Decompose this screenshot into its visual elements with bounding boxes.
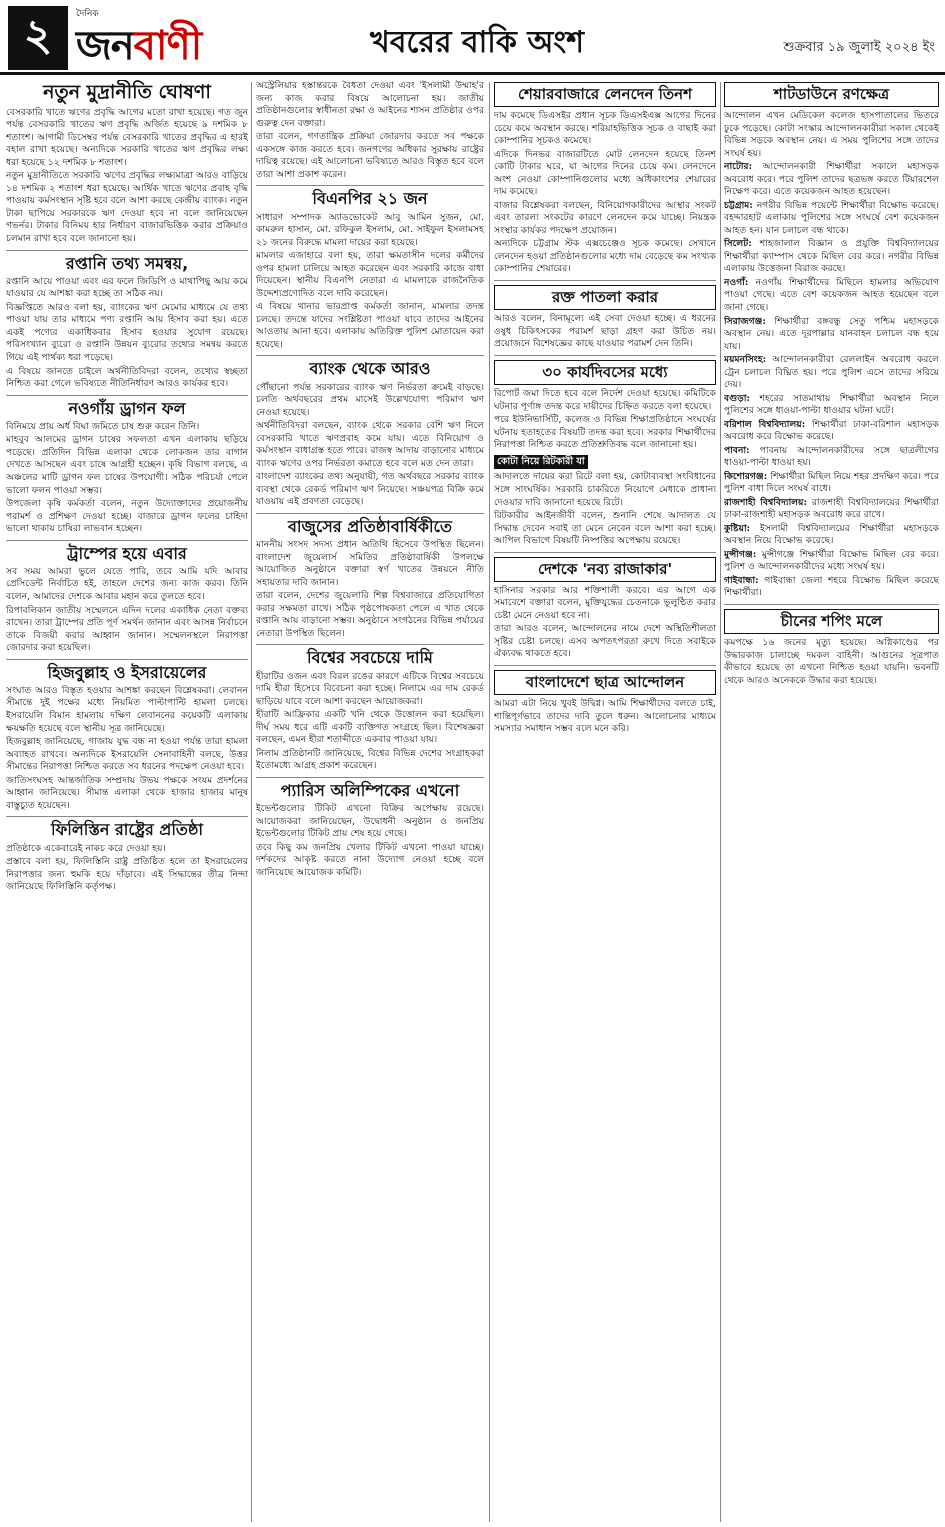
article — [256, 80, 484, 186]
article-body — [256, 803, 484, 879]
article — [6, 664, 248, 818]
region-text: নগরীর বিভিন্ন পয়েন্টে শিক্ষার্থীরা বিক্ষোভ করেছে। বহদ্দারহাট এলাকায় পুলিশের সঙ্গে সংঘর্ষে বেশ কয়েকজন আহত হন। যান চলাচল বন্ধ থাকে। — [724, 199, 939, 236]
paragraph: হিজবুল্লাহ জানিয়েছে, গাজায় যুদ্ধ বন্ধ না হওয়া পর্যন্ত তারা হামলা অব্যাহত রাখবে। অন্যদিকে ইসরায়েলি সেনাবাহিনী বলছে, উত্তর সীমান্তের নিরাপত্তা নিশ্চিত করতে সব ধরনের পদক্ষেপ নেওয়া হবে। — [6, 736, 248, 773]
article-headline: হিজবুল্লাহ ও ইসরায়েলের — [47, 662, 207, 682]
paragraph: প্রতিষ্ঠাকে একেবারেই নাকচ করে দেওয়া হয়। — [6, 842, 166, 854]
region-text: শহরের সাতমাথায় শিক্ষার্থীরা অবস্থান নিলে পুলিশের সঙ্গে ধাওয়া-পাল্টা ধাওয়ার ঘটনা ঘটে। — [724, 392, 939, 417]
article-headline: রপ্তানি তথ্য সমন্বয়, — [65, 253, 189, 273]
paragraph: মামলার এজাহারে বলা হয়, তারা ক্ষমতাসীন দলের কর্মীদের ওপর হামলা চালিয়ে আহত করেছেন এবং সরকারি কাজে বাধা দিয়েছেন। স্থানীয় বিএনপি নেতারা এ মামলাকে রাজনৈতিক উদ্দেশ্যপ্রণোদিত বলে দাবি করেছেন। — [256, 250, 484, 299]
article-body — [494, 110, 716, 276]
region-text: ইসলামী বিশ্ববিদ্যালয়ের শিক্ষার্থীরা মহাসড়কে অবস্থান নিয়ে বিক্ষোভ করেছে। — [724, 522, 939, 547]
region-report — [724, 316, 939, 354]
paper-prefix: দৈনিক — [76, 9, 99, 19]
article-separator — [494, 355, 716, 356]
region-name: মুন্সীগঞ্জ: — [724, 548, 762, 560]
paragraph: তারা বলেন, গণতান্ত্রিক প্রক্রিয়া জোরদার করতে সব পক্ষকে একসঙ্গে কাজ করতে হবে। জনগণের অধিকার সুরক্ষায় রাষ্ট্রের দায়িত্ব রয়েছে। এই আলোচনা ভবিষ্যতে আরও বিস্তৃত হবে বলে তারা আশা প্রকাশ করেন। — [256, 131, 484, 180]
paragraph: হীরাটি আফ্রিকার একটি খনি থেকে উত্তোলন করা হয়েছিল। দীর্ঘ সময় ধরে এটি একটি ব্যক্তিগত সংগ্রহে ছিল। বিশেষজ্ঞরা বলছেন, এমন হীরা শতাব্দীতে একবার পাওয়া যায়। — [256, 709, 484, 746]
masthead-rule — [0, 72, 945, 75]
paragraph: বাংলাদেশ ব্যাংকের তথ্য অনুযায়ী, গত অর্থবছরে সরকার ব্যাংক ব্যবস্থা থেকে রেকর্ড পরিমাণ ঋণ নিয়েছে। সঞ্চয়পত্র বিক্রি কমে যাওয়ায় এই প্রবণতা বেড়েছে। — [256, 471, 484, 508]
region-text: আন্দোলনকারীরা রেললাইন অবরোধ করলে ট্রেন চলাচল বিঘ্নিত হয়। পরে পুলিশ এসে তাদের সরিয়ে দেয়। — [724, 354, 939, 391]
region-report — [724, 575, 939, 600]
article-body — [724, 110, 939, 600]
article-separator — [256, 355, 484, 356]
region-report — [724, 445, 939, 470]
article-body — [724, 637, 939, 687]
article-separator — [6, 540, 248, 541]
paragraph: এ বিষয়ে জানতে চাইলে অর্থনীতিবিদরা বলেন, তথ্যের স্বচ্ছতা নিশ্চিত করা গেলে ভবিষ্যতে নীতিনির্ধারণ আরও কার্যকর হবে। — [6, 365, 248, 390]
article-headline: বাজুসের প্রতিষ্ঠাবার্ষিকীতে — [288, 516, 452, 536]
paragraph: বেসরকারি খাতে ঋণের প্রবৃদ্ধি আগের মতো রাখা হয়েছে। গত জুন পর্যন্ত বেসরকারি খাতের ঋণ প্রবৃদ্ধি অর্জিত হয়েছে ৯ দশমিক ৮ শতাংশ। আগামী ডিসেম্বর পর্যন্ত বেসরকারি খাতের প্রবৃদ্ধির এ হারই বহাল রাখা হয়েছে। অন্যদিকে সরকারি খাতের ঋণ প্রবৃদ্ধির লক্ষ্য ধরা হয়েছে ১২ দশমিক ৮ শতাংশ। — [6, 106, 248, 168]
paragraph: রিটকারীর আইনজীবী বলেন, শুনানি শেষে আদালত যে সিদ্ধান্ত দেবেন সবাই তা মেনে নেবেন বলে আশা করা হচ্ছে। আপিল বিভাগে বিষয়টি নিষ্পত্তির অপেক্ষায় রয়েছে। — [494, 510, 716, 547]
region-text: শিক্ষার্থীরা মিছিল নিয়ে শহর প্রদক্ষিণ করে। পরে পুলিশ বাধা দিলে সংঘর্ষ বাধে। — [724, 470, 939, 495]
article-separator — [256, 185, 484, 186]
column-divider — [720, 82, 721, 1522]
subheading: কোটা নিয়ে রিটকারী যা — [494, 455, 588, 470]
article-headline: বিশ্বের সবচেয়ে দামি — [307, 648, 433, 668]
paragraph: রিপাবলিকান জাতীয় সম্মেলনে এদিন দলের একাধিক নেতা বক্তব্য রাখেন। তারা ট্রাম্পের প্রতি পূর্ণ সমর্থন জানান এবং আসন্ন নির্বাচনে তাকে বিজয়ী করার আহ্বান জানান। সম্মেলনস্থলে নিরাপত্তা জোরদার করা হয়েছিল। — [6, 604, 248, 654]
region-report — [724, 200, 939, 238]
region-text: আন্দোলনকারী শিক্ষার্থীরা সকালে মহাসড়ক অবরোধ করে। পরে পুলিশ তাদের ছত্রভঙ্গ করতে টিয়ারশেল নিক্ষেপ করে। এতে কয়েকজন আহত হয়েছেন। — [724, 161, 939, 198]
region-report — [724, 419, 939, 444]
paragraph: উপজেলা কৃষি কর্মকর্তা বলেন, নতুন উদ্যোক্তাদের প্রয়োজনীয় পরামর্শ ও প্রশিক্ষণ দেওয়া হচ্ছে। বাজারে ড্রাগন ফলের চাহিদা ভালো থাকায় চাষিরা লাভবান হচ্ছেন। — [6, 498, 248, 535]
column-divider — [251, 82, 252, 1522]
region-name: রাজশাহী বিশ্ববিদ্যালয়: — [724, 496, 812, 508]
article-separator — [256, 777, 484, 778]
region-name: নাটোর: — [724, 161, 763, 173]
article-headline: শেয়ারবাজারে লেনদেন তিনশ — [494, 82, 716, 107]
article — [6, 545, 248, 660]
region-report — [724, 393, 939, 418]
region-report — [724, 523, 939, 548]
article-separator — [724, 604, 939, 605]
paragraph: রিপোর্ট জমা দিতে হবে বলে নির্দেশ দেওয়া হয়েছে। কমিটিকে ঘটনার পূর্ণাঙ্গ তদন্ত করে দায়ীদের চিহ্নিত করতে বলা হয়েছে। — [494, 388, 716, 412]
paragraph: আমরা এটা নিয়ে খুবই উদ্বিগ্ন। আমি শিক্ষার্থীদের বলতে চাই, শান্তিপূর্ণভাবে তাদের দাবি তুলে ধরুন। আলোচনার মাধ্যমে সমস্যার সমাধান সম্ভব বলে মনে করি। — [494, 698, 716, 735]
article-body — [6, 685, 248, 812]
article-body — [256, 671, 484, 773]
paragraph: সংঘাত আরও বিস্তৃত হওয়ার আশঙ্কা করছেন বিশ্লেষকরা। লেবানন সীমান্তে দুই পক্ষের মধ্যে নিয়মিত পাল্টাপাল্টি হামলা চলছে। ইসরায়েলি বিমান হামলায় দক্ষিণ লেবাননের কয়েকটি এলাকায় ক্ষয়ক্ষতি হয়েছে বলে স্থানীয় সূত্র জানিয়েছে। — [6, 684, 248, 734]
paragraph: তারা বলেন, দেশের জুয়েলারি শিল্প বিশ্ববাজারে প্রতিযোগিতা করার সক্ষমতা রাখে। সঠিক পৃষ্ঠপোষকতা পেলে এ খাত থেকে রপ্তানি আয় বাড়ানো সম্ভব। অনুষ্ঠানে সংগঠনের বিভিন্ন পর্যায়ের নেতারা উপস্থিত ছিলেন। — [256, 590, 484, 639]
paragraph: আরও বলেন, বিনামূল্যে এই সেবা দেওয়া হচ্ছে। এ ধরনের ওষুধ চিকিৎসকের পরামর্শ ছাড়া গ্রহণ করা উচিত নয়। প্রয়োজনে বিশেষজ্ঞের কাছে যাওয়ার পরামর্শ দেন তিনি। — [494, 313, 716, 350]
region-name: পাবনা: — [724, 444, 760, 456]
article-headline: নতুন মুদ্রানীতি ঘোষণা — [43, 81, 211, 103]
article-headline: নওগাঁয় ড্রাগন ফল — [68, 398, 186, 418]
paragraph: সব সময় আমরা ভুলে যেতে পারি, তবে আমি যদি আবার প্রেসিডেন্ট নির্বাচিত হই, তাহলে দেশের জন্য কাজ করব। তিনি বলেন, আমাদের দেশকে আবার মহান করে তুলতে হবে। — [6, 565, 248, 602]
paragraph: প্রস্তাবে বলা হয়, ফিলিস্তিনি রাষ্ট্র প্রতিষ্ঠিত হলে তা ইসরায়েলের নিরাপত্তার জন্য হুমকি হয়ে দাঁড়াবে। এই সিদ্ধান্তের তীব্র নিন্দা জানিয়েছে ফিলিস্তিনি কর্তৃপক্ষ। — [6, 856, 248, 893]
region-name: গাইবান্ধা: — [724, 574, 765, 586]
article-separator — [6, 659, 248, 660]
article-body — [256, 80, 484, 181]
article-body — [256, 212, 484, 352]
column-3 — [494, 80, 716, 1520]
region-report — [724, 161, 939, 199]
paragraph: নতুন মুদ্রানীতিতে সরকারি ঋণের প্রবৃদ্ধির লক্ষ্যমাত্রা আরও বাড়িয়ে ১৪ দশমিক ২ শতাংশ ধরা হয়েছে। আর্থিক খাতে ঋণের প্রবাহ বৃদ্ধি পাওয়ায় কর্মসংস্থান সৃষ্টি হবে বলে আশা করছে কেন্দ্রীয় ব্যাংক। নতুন টাকা ছাপিয়ে সরকারকে ঋণ দেওয়া হবে না বলে জানিয়েছেন গভর্নর। টাকার বিনিময় হার নির্ধারণ বাজারভিত্তিক করার প্রক্রিয়াও চলমান রাখা হবে বলে জানানো হয়। — [6, 170, 248, 244]
article-separator — [256, 644, 484, 645]
article — [6, 255, 248, 396]
paragraph: আদালতে দায়ের করা রিটে বলা হয়, কোটাব্যবস্থা সংবিধানের সঙ্গে সাংঘর্ষিক। সরকারি চাকরিতে নিয়োগে মেধাকে প্রাধান্য দেওয়ার দাবি জানানো হয়েছে রিটে। — [494, 471, 716, 508]
region-text: মুন্সীগঞ্জে শিক্ষার্থীরা বিক্ষোভ মিছিল বের করে। পুলিশ ও আন্দোলনকারীদের মধ্যে সংঘর্ষ হয়। — [724, 548, 939, 573]
region-name: বরিশাল বিশ্ববিদ্যালয়: — [724, 418, 812, 430]
paragraph: হীরাটির ওজন এবং বিরল রঙের কারণে এটিকে বিশ্বের সবচেয়ে দামি হীরা হিসেবে বিবেচনা করা হচ্ছে। নিলামে এর দাম রেকর্ড ছাড়িয়ে যাবে বলে আশা করছেন আয়োজকরা। — [256, 670, 484, 707]
paragraph: মাহবুব আলমের ড্রাগন চাষের সফলতা এখন এলাকায় ছড়িয়ে পড়েছে। প্রতিদিন বিভিন্ন এলাকা থেকে লোকজন তার বাগান দেখতে আসছেন এবং চাষে আগ্রহী হচ্ছেন। কৃষি বিভাগ বলছে, এ অঞ্চলের মাটি ড্রাগন ফল চাষের উপযোগী। সঠিক পরিচর্যা পেলে ভালো ফলন পাওয়া সম্ভব। — [6, 434, 248, 496]
article-separator — [6, 816, 248, 817]
article — [256, 782, 484, 879]
article-body — [494, 313, 716, 351]
article — [494, 285, 716, 356]
article-body — [256, 539, 484, 640]
region-name: চট্টগ্রাম: — [724, 199, 757, 211]
region-text: শিক্ষার্থীরা বঙ্গবন্ধু সেতু পশ্চিম মহাসড়কে অবস্থান নেয়। এতে দূরপাল্লার যানবাহন চলাচল বন্ধ হয়ে যায়। — [724, 315, 939, 352]
page-date: শুক্রবার ১৯ জুলাই ২০২৪ ইং — [783, 40, 935, 55]
paragraph: অন্যদিকে চট্টগ্রাম স্টক এক্সচেঞ্জেও সূচক কমেছে। সেখানে লেনদেন হওয়া প্রতিষ্ঠানগুলোর মধ্যে দাম বেড়েছে কম সংখ্যক কোম্পানির শেয়ারের। — [494, 238, 716, 275]
article — [724, 609, 939, 687]
article — [6, 82, 248, 251]
region-text: গাইবান্ধা জেলা শহরে বিক্ষোভ মিছিল করেছে শিক্ষার্থীরা। — [724, 574, 939, 599]
region-report — [724, 497, 939, 522]
article-separator — [494, 280, 716, 281]
paragraph: কমপক্ষে ১৬ জনের মৃত্যু হয়েছে। অগ্নিকাণ্ডের পর উদ্ধারকাজ চালাচ্ছে দমকল বাহিনী। আগুনের সূত্রপাত কীভাবে হয়েছে তা এখনো নিশ্চিত হওয়া যায়নি। ভবনটি থেকে আরও অনেককে উদ্ধার করা হয়েছে। — [724, 637, 939, 686]
region-name: নওগাঁ: — [724, 276, 756, 288]
article-separator — [6, 395, 248, 396]
region-report — [724, 238, 939, 276]
article-headline: ট্রাম্পের হয়ে এবার — [67, 543, 187, 563]
article-separator — [256, 513, 484, 514]
paragraph: বিজ্ঞপ্তিতে আরও বলা হয়, ব্যাংকের ঋণ মেমোর মাধ্যমে যে তথ্য পাওয়া যায় তার মাধ্যমে পণ্য রপ্তানি আয় হিসাব করা হয়। এতে একই পণ্যের একাধিকবার হিসাব হওয়ার সুযোগ রয়েছে। পরিসংখ্যান ব্যুরো ও রপ্তানি উন্নয়ন ব্যুরোর তথ্যের সমন্বয় করতে গিয়ে এই পার্থক্য ধরা পড়েছে। — [6, 301, 248, 363]
paragraph: ইভেন্টগুলোর টিকিট এখনো বিক্রির অপেক্ষায় রয়েছে। আয়োজকরা জানিয়েছেন, উদ্বোধনী অনুষ্ঠান ও জনপ্রিয় ইভেন্টগুলোর টিকিট প্রায় শেষ হয়ে গেছে। — [256, 803, 484, 840]
region-report — [724, 471, 939, 496]
article-body — [494, 388, 716, 548]
paragraph: পৌঁছানো পর্যন্ত সরকারের ব্যাংক ঋণ নির্ভরতা ক্রমেই বাড়ছে। চলতি অর্থবছরের প্রথম মাসেই উল্লেখযোগ্য পরিমাণ ঋণ নেওয়া হয়েছে। — [256, 381, 484, 418]
article-headline: প্যারিস অলিম্পিকের এখনো — [280, 780, 460, 800]
article-body — [6, 276, 248, 391]
paragraph: পরে ইউনিভার্সিটি, কলেজ ও বিভিন্ন শিক্ষাপ্রতিষ্ঠানে সংঘর্ষের ঘটনায় হতাহতের বিষয়টি তদন্ত করা হবে। সরকার শিক্ষার্থীদের নিরাপত্তা নিশ্চিত করতে প্রতিশ্রুতিবদ্ধ বলে জানানো হয়। — [494, 414, 716, 451]
article — [256, 190, 484, 356]
region-name: ময়মনসিংহ: — [724, 354, 773, 366]
paragraph: অর্থনীতিবিদরা বলছেন, ব্যাংক থেকে সরকার বেশি ঋণ নিলে বেসরকারি খাতে ঋণপ্রবাহ কমে যায়। এতে বিনিয়োগ ও কর্মসংস্থান বাধাগ্রস্ত হতে পারে। রাজস্ব আদায় বাড়ানোর মাধ্যমে ব্যাংক ঋণের ওপর নির্ভরতা কমাতে হবে বলে মত দেন তারা। — [256, 420, 484, 469]
region-report — [724, 354, 939, 392]
article-headline: বিএনপির ২১ জন — [312, 189, 428, 209]
region-name: কিশোরগঞ্জ: — [724, 470, 771, 482]
paragraph: এদিকে দিনভর বাজারটিতে মোট লেনদেন হয়েছে তিনশ কোটি টাকার ঘরে, যা আগের দিনের চেয়ে কম। লেনদেনে অংশ নেওয়া কোম্পানিগুলোর মধ্যে অধিকাংশের শেয়ারের দাম কমেছে। — [494, 148, 716, 198]
column-4 — [724, 80, 939, 1520]
paragraph: তবে কিছু কম জনপ্রিয় খেলার টিকিট এখনো পাওয়া যাচ্ছে। দর্শকদের আকৃষ্ট করতে নানা উদ্যোগ নেওয়া হচ্ছে বলে জানিয়েছে আয়োজক কমিটি। — [256, 841, 484, 878]
region-text: নওগাঁয় শিক্ষার্থীদের মিছিলে হামলার অভিযোগ পাওয়া গেছে। এতে বেশ কয়েকজন আহত হয়েছেন বলে জানা গেছে। — [724, 276, 939, 313]
region-name: বগুড়া: — [724, 392, 760, 404]
article-headline: ৩০ কার্যদিবসের মধ্যে — [494, 360, 716, 385]
article — [494, 360, 716, 553]
page-title: খবরের বাকি অংশ — [370, 25, 584, 60]
column-1 — [6, 80, 248, 1520]
article-body — [494, 585, 716, 661]
article — [494, 670, 716, 736]
paragraph: জাতিসংঘসহ আন্তর্জাতিক সম্প্রদায় উভয় পক্ষকে সংযম প্রদর্শনের আহ্বান জানিয়েছে। সীমান্ত এলাকা থেকে হাজার হাজার মানুষ বাস্তুচ্যুত হয়েছেন। — [6, 774, 248, 811]
article-headline: চীনের শপিং মলে — [724, 609, 939, 634]
paragraph: হাসিনার সরকার আর শক্তিশালী করবে। এর আগে এক সমাবেশে বক্তারা বলেন, মুক্তিযুদ্ধের চেতনাকে ভূলুণ্ঠিত করার চেষ্টা মেনে নেওয়া হবে না। — [494, 584, 716, 621]
paragraph: আন্দোলন এখন মেডিকেল কলেজ হাসপাতালের ভিতরে ঢুকে পড়েছে। কোটা সংস্কার আন্দোলনকারীরা সকাল থেকেই বিভিন্ন সড়কে অবস্থান নেয়। এ সময় পুলিশের সঙ্গে তাদের সংঘর্ষ হয়। — [724, 110, 939, 159]
article — [256, 518, 484, 646]
paragraph: দাম কমেছে ডিএসইর প্রধান সূচক ডিএসইএক্স আগের দিনের চেয়ে কমে অবস্থান করছে। শরিয়াহভিত্তিক সূচক ও বাছাই করা কোম্পানির সূচকও কমেছে। — [494, 110, 716, 147]
article-headline: রক্ত পাতলা করার — [494, 285, 716, 310]
paragraph: বিনিময়ে প্রায় অর্ধ বিঘা জমিতে চাষ শুরু করেন তিনি। — [6, 420, 200, 432]
article — [724, 82, 939, 605]
article-headline: ব্যাংক থেকে আরও — [309, 359, 431, 379]
paragraph: নিলাম প্রতিষ্ঠানটি জানিয়েছে, বিশ্বের বিভিন্ন দেশের সংগ্রাহকরা ইতোমধ্যে আগ্রহ প্রকাশ করেছেন। — [256, 747, 484, 772]
page-number: ২ — [8, 6, 68, 70]
article-headline: দেশকে 'নব্য রাজাকার' — [494, 557, 716, 582]
paper-logo: জনবাণী — [76, 23, 202, 69]
region-report — [724, 277, 939, 315]
region-text: শাহজালাল বিজ্ঞান ও প্রযুক্তি বিশ্ববিদ্যালয়ের শিক্ষার্থীরা ক্যাম্পাস থেকে মিছিল বের করে। নগরীর বিভিন্ন এলাকায় উত্তেজনা বিরাজ করছে। — [724, 238, 939, 275]
paragraph: সাধারণ সম্পাদক অ্যাডভোকেট আবু আমিন সুজন, মো. কামরুল হাসান, মো. রফিকুল ইসলাম, মো. সাইফুল ইসলামসহ ২১ জনের বিরুদ্ধে মামলা দায়ের করা হয়েছে। — [256, 211, 484, 248]
article — [494, 557, 716, 666]
article — [6, 400, 248, 541]
column-divider — [489, 82, 490, 1522]
article — [494, 82, 716, 281]
article-headline: বাংলাদেশে ছাত্র আন্দোলন — [494, 670, 716, 695]
paragraph: অস্ট্রেলিয়ার হস্তান্তরকে বৈধতা দেওয়া এবং 'ইসলামী উম্মাহ'র জন্য কাজ করার বিষয়ে আলোচনা হয়। জাতীয় প্রতিষ্ঠানগুলোর স্বাধীনতা রক্ষা ও আইনের শাসন প্রতিষ্ঠার ওপর গুরুত্ব দেন বক্তারা। — [256, 80, 484, 129]
paragraph: বাজার বিশ্লেষকরা বলছেন, বিনিয়োগকারীদের আস্থার সংকট এবং তারল্য সংকটের কারণে লেনদেন কমে যাচ্ছে। নিয়ন্ত্রক সংস্থার কার্যকর পদক্ষেপ প্রয়োজন। — [494, 199, 716, 236]
region-text: রাজশাহী বিশ্ববিদ্যালয়ের শিক্ষার্থীরা ঢাকা-রাজশাহী মহাসড়ক অবরোধ করে রাখে। — [724, 496, 939, 521]
article-body — [6, 566, 248, 655]
article-separator — [494, 552, 716, 553]
region-name: সিলেট: — [724, 238, 760, 250]
paragraph: এ বিষয়ে থানার ভারপ্রাপ্ত কর্মকর্তা জানান, মামলার তদন্ত চলছে। তদন্তে যাদের সংশ্লিষ্টতা পাওয়া যাবে তাদের আইনের আওতায় আনা হবে। এলাকায় অতিরিক্ত পুলিশ মোতায়েন করা হয়েছে। — [256, 301, 484, 350]
article — [6, 821, 248, 893]
region-name: কুষ্টিয়া: — [724, 522, 761, 534]
region-text: শিক্ষার্থীরা ঢাকা-বরিশাল মহাসড়ক অবরোধ করে বিক্ষোভ করেছে। — [724, 418, 939, 443]
region-text: পাবনায় আন্দোলনকারীদের সঙ্গে ছাত্রলীগের ধাওয়া-পাল্টা ধাওয়া হয়। — [724, 444, 939, 469]
paragraph: তারা আরও বলেন, আন্দোলনের নামে দেশে অস্থিতিশীলতা সৃষ্টির চেষ্টা চলছে। এসব অপতৎপরতা রুখে দিতে সবাইকে ঐক্যবদ্ধ থাকতে হবে। — [494, 623, 716, 660]
column-2 — [256, 80, 484, 1520]
article-separator — [494, 665, 716, 666]
article-headline: শাটডাউনে রণক্ষেত্র — [724, 82, 939, 107]
article-body — [6, 107, 248, 246]
article-body — [6, 421, 248, 536]
article-body — [494, 698, 716, 736]
region-report — [724, 549, 939, 574]
article-headline: ফিলিস্তিন রাষ্ট্রের প্রতিষ্ঠা — [51, 820, 203, 840]
article — [256, 649, 484, 778]
article-body — [256, 382, 484, 509]
paragraph: মাননীয় সংসদ সদস্য প্রধান অতিথি হিসেবে উপস্থিত ছিলেন। বাংলাদেশ জুয়েলার্স সমিতির প্রতিষ্ঠাবার্ষিকী উপলক্ষে আয়োজিত অনুষ্ঠানে বক্তারা স্বর্ণ খাতের উন্নয়নে নীতি সহায়তার দাবি জানান। — [256, 539, 484, 588]
article-body — [6, 843, 248, 894]
article — [256, 360, 484, 514]
paragraph: রপ্তানি আয়ে পাওয়া এবং এর ফলে জিডিপি ও মাথাপিছু আয় কমে যাওয়ার যে আশঙ্কা করা হচ্ছে তা সঠিক নয়। — [6, 275, 248, 300]
masthead — [0, 0, 945, 80]
article-separator — [6, 250, 248, 251]
region-name: সিরাজগঞ্জ: — [724, 315, 775, 327]
